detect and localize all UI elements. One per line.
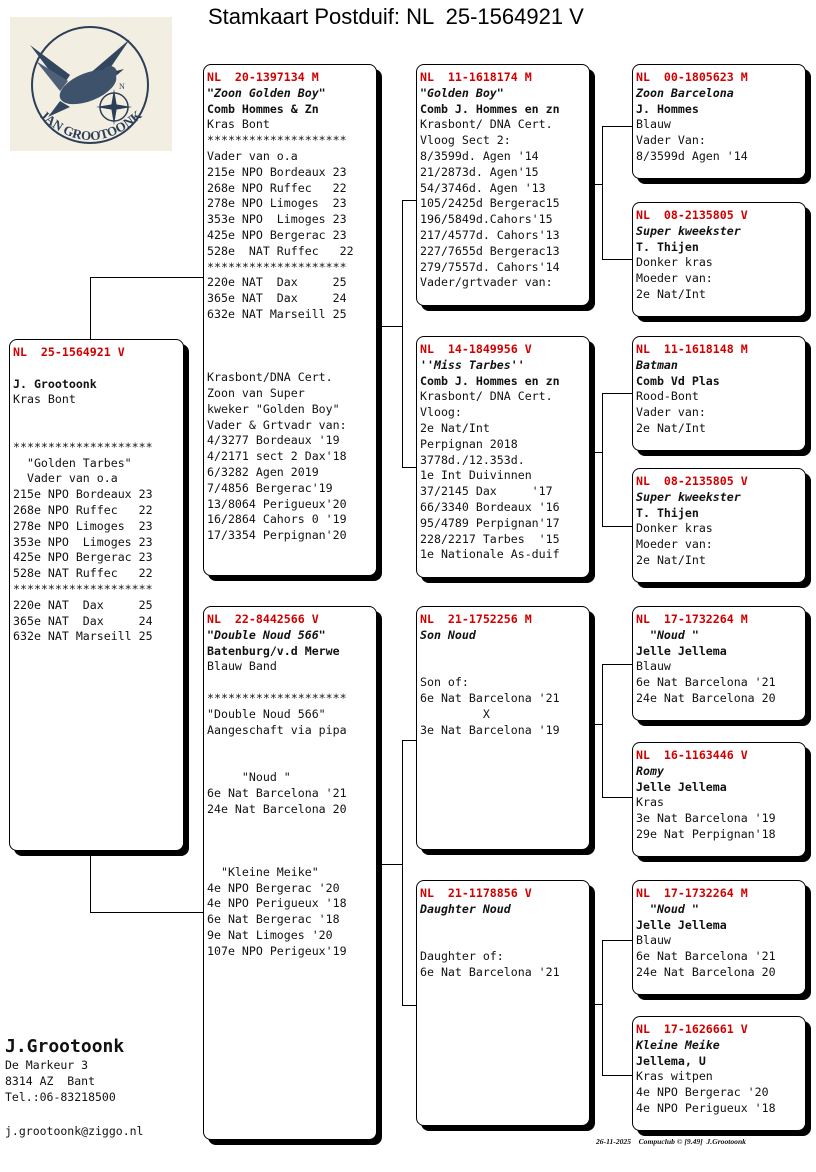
pedigree-line: 6e Nat Barcelona '21: [420, 964, 560, 979]
pedigree-line: 3e Nat Barcelona '19: [636, 811, 776, 826]
pedigree-line: 425e NPO Bergerac 23: [13, 550, 153, 565]
pedigree-line: [420, 918, 586, 934]
pedigree-line: Kras Bont: [207, 117, 270, 132]
pedigree-line: 278e NPO Limoges 23: [207, 196, 347, 211]
pedigree-line: 365e NAT Dax 24: [13, 613, 153, 628]
card-mmm: [632, 1016, 806, 1131]
pigeon-name: ''Miss Tarbes'': [420, 357, 525, 372]
card-mother-mother: [416, 880, 590, 1126]
logo: [10, 17, 172, 151]
pedigree-line: 2e Nat/Int: [636, 552, 706, 567]
pedigree-line: Perpignan 2018: [420, 436, 518, 451]
card-mfm: [632, 742, 806, 857]
ring-number: NL 17-1732264 M: [636, 612, 748, 626]
owner-name: J.Grootoonk: [5, 1036, 125, 1057]
pedigree-line: [207, 738, 373, 754]
pedigree-line: 8/3599d Agen '14: [636, 148, 748, 163]
page-title: Stamkaart Postduif: NL 25-1564921 V: [208, 4, 584, 29]
pedigree-line: 24e Nat Barcelona 20: [207, 801, 347, 816]
pedigree-line: 9e Nat Limoges '20: [207, 927, 333, 942]
pigeon-name: Super kweekster: [636, 223, 741, 238]
breeder-name: T. Thijen: [636, 239, 699, 254]
connector-subject-father: [90, 277, 205, 340]
card-fmm: [632, 468, 806, 583]
pedigree-line: Son of:: [420, 675, 469, 690]
pedigree-line: 2e Nat/Int: [636, 420, 706, 435]
pigeon-name: "Golden Boy": [420, 85, 504, 100]
pedigree-line: Vloog Sect 2:: [420, 133, 511, 148]
pedigree-line: "Noud ": [207, 769, 291, 784]
pedigree-line: Kras: [636, 795, 664, 810]
logo-text: JAN GROOTOONK: [37, 107, 145, 144]
card-subject: [9, 339, 184, 851]
pigeon-name: "Noud ": [636, 627, 699, 642]
pedigree-line: [13, 361, 180, 377]
card-fff: [632, 64, 806, 179]
pedigree-line: [207, 833, 373, 849]
pedigree-line: Vader van:: [636, 405, 706, 420]
logo-compass-letter: N: [119, 82, 125, 91]
ring-number: NL 16-1163446 V: [636, 748, 748, 762]
connector-father-grandparents: [402, 200, 417, 468]
pedigree-line: Vader van o.a: [13, 471, 118, 486]
pedigree-line: 217/4577d. Cahors'13: [420, 227, 560, 242]
connector-mother-grandparents-stem: [376, 864, 402, 865]
card-father-father: [416, 64, 590, 306]
pedigree-line: 6e Nat Barcelona '21: [207, 785, 347, 800]
pigeon-name: Zoon Barcelona: [636, 85, 734, 100]
card-father-mother: [416, 336, 590, 578]
pedigree-line: [13, 408, 180, 424]
pedigree-line: 4e NPO Perigueux '18: [207, 896, 347, 911]
pedigree-line: 528e NAT Ruffec 22: [207, 243, 354, 258]
pedigree-line: [207, 849, 373, 865]
pedigree-line: 3778d./12.353d.: [420, 452, 525, 467]
pedigree-line: 6/3282 Agen 2019: [207, 464, 319, 479]
breeder-name: Jelle Jellema: [636, 643, 727, 658]
breeder-name: Comb Vd Plas: [636, 373, 720, 388]
footer-info: 26-11-2025 Compuclub © [9.49] J.Grootoonk: [596, 1137, 746, 1146]
pedigree-line: [207, 354, 373, 370]
ring-number: NL 08-2135805 V: [636, 208, 748, 222]
pedigree-line: 54/3746d. Agen '13: [420, 180, 546, 195]
pedigree-line: 66/3340 Bordeaux '16: [420, 499, 560, 514]
pedigree-line: ********************: [13, 581, 153, 596]
pedigree-line: 227/7655d Bergerac13: [420, 243, 560, 258]
breeder-name: Jelle Jellema: [636, 917, 727, 932]
pedigree-line: 196/5849d.Cahors'15: [420, 212, 553, 227]
breeder-name: J. Hommes: [636, 101, 699, 116]
pedigree-line: Blauw: [636, 659, 671, 674]
pedigree-line: 1e Int Duivinnen: [420, 468, 532, 483]
pedigree-line: 6e Nat Barcelona '21: [636, 949, 776, 964]
pedigree-line: 3e Nat Barcelona '19: [420, 722, 560, 737]
pedigree-line: 353e NPO Limoges 23: [13, 534, 153, 549]
breeder-name: Jelle Jellema: [636, 779, 727, 794]
pedigree-line: Blauw Band: [207, 659, 277, 674]
pedigree-line: Aangeschaft via pipa: [207, 722, 347, 737]
pedigree-line: 268e NPO Ruffec 22: [207, 180, 347, 195]
pigeon-name: "Zoon Golden Boy": [207, 85, 326, 100]
pedigree-line: 2e Nat/Int: [420, 420, 490, 435]
pedigree-line: [207, 323, 373, 339]
breeder-name: Comb Hommes & Zn: [207, 101, 319, 116]
card-mff: [632, 606, 806, 721]
pedigree-line: 1e Nationale As-duif: [420, 547, 560, 562]
pedigree-line: [420, 644, 586, 660]
pedigree-line: Donker kras: [636, 521, 713, 536]
card-mother: [203, 606, 377, 1140]
ring-number: NL 11-1618174 M: [420, 70, 532, 84]
pedigree-line: Vader & Grtvadr van:: [207, 417, 347, 432]
pedigree-line: 365e NAT Dax 24: [207, 291, 347, 306]
pedigree-line: Moeder van:: [636, 537, 713, 552]
pedigree-line: 4/2171 sect 2 Dax'18: [207, 449, 347, 464]
pedigree-line: Vader van o.a: [207, 148, 298, 163]
pedigree-line: Vloog:: [420, 405, 462, 420]
owner-email: j.grootoonk@ziggo.nl: [5, 1124, 144, 1138]
connector-subject-mother: [90, 850, 205, 913]
breeder-name: Comb J. Hommes en zn: [420, 373, 560, 388]
ring-number: NL 25-1564921 V: [13, 345, 125, 359]
pedigree-line: Donker kras: [636, 255, 713, 270]
pedigree-line: 279/7557d. Cahors'14: [420, 259, 560, 274]
pedigree-line: 24e Nat Barcelona 20: [636, 690, 776, 705]
pedigree-line: Kras Bont: [13, 392, 76, 407]
pedigree-line: 215e NPO Bordeaux 23: [13, 487, 153, 502]
pedigree-line: ********************: [207, 690, 347, 705]
pedigree-line: [207, 339, 373, 355]
owner-phone: Tel.:06-83218500: [5, 1090, 116, 1104]
breeder-name: T. Thijen: [636, 505, 699, 520]
pedigree-line: Rood-Bont: [636, 389, 699, 404]
connector-fm-stem: [589, 452, 602, 453]
pedigree-line: Krasbont/ DNA Cert.: [420, 389, 553, 404]
pigeon-name: Son Noud: [420, 627, 476, 642]
pedigree-line: 353e NPO Limoges 23: [207, 212, 347, 227]
connector-ff-parents: [602, 126, 633, 260]
pigeon-name: "Noud ": [636, 901, 699, 916]
pedigree-line: 8/3599d. Agen '14: [420, 148, 539, 163]
breeder-name: Comb J. Hommes en zn: [420, 101, 560, 116]
connector-mother-grandparents: [402, 740, 417, 1006]
pedigree-line: 4e NPO Bergerac '20: [207, 880, 340, 895]
ring-number: NL 17-1626661 V: [636, 1022, 748, 1036]
pedigree-line: ********************: [207, 259, 347, 274]
owner-address-city: 8314 AZ Bant: [5, 1074, 96, 1088]
pedigree-line: 7/4856 Bergerac'19: [207, 480, 333, 495]
pigeon-name: Batman: [636, 357, 678, 372]
ring-number: NL 21-1178856 V: [420, 886, 532, 900]
pedigree-line: Blauw: [636, 117, 671, 132]
card-ffm: [632, 202, 806, 317]
pigeon-compass-icon: [10, 17, 172, 151]
connector-fm-parents: [602, 393, 633, 527]
pedigree-line: 29e Nat Perpignan'18: [636, 826, 776, 841]
pedigree-line: 632e NAT Marseill 25: [13, 629, 153, 644]
pedigree-line: 37/2145 Dax '17: [420, 484, 553, 499]
breeder-name: Jellema, U: [636, 1053, 706, 1068]
pedigree-line: 16/2864 Cahors 0 '19: [207, 512, 347, 527]
ring-number: NL 00-1805623 M: [636, 70, 748, 84]
pedigree-line: 6e Nat Bergerac '18: [207, 912, 340, 927]
card-father: [203, 64, 377, 576]
breeder-name: Batenburg/v.d Merwe: [207, 643, 340, 658]
pedigree-line: Blauw: [636, 933, 671, 948]
pedigree-line: Vader Van:: [636, 133, 706, 148]
pedigree-line: 17/3354 Perpignan'20: [207, 528, 347, 543]
pedigree-line: 4/3277 Bordeaux '19: [207, 433, 340, 448]
pedigree-line: 228/2217 Tarbes '15: [420, 531, 560, 546]
ring-number: NL 21-1752256 M: [420, 612, 532, 626]
pedigree-line: Daughter of:: [420, 949, 504, 964]
pedigree-line: [207, 675, 373, 691]
pedigree-line: X: [420, 706, 490, 721]
pedigree-line: 107e NPO Perigeux'19: [207, 943, 347, 958]
owner-address-street: De Markeur 3: [5, 1058, 89, 1072]
connector-mm-stem: [589, 1004, 602, 1005]
pedigree-line: 13/8064 Perigueux'20: [207, 496, 347, 511]
card-mmf: [632, 880, 806, 995]
pedigree-line: 425e NPO Bergerac 23: [207, 227, 347, 242]
pedigree-line: 215e NPO Bordeaux 23: [207, 164, 347, 179]
pedigree-line: 268e NPO Ruffec 22: [13, 502, 153, 517]
pedigree-line: 278e NPO Limoges 23: [13, 518, 153, 533]
pedigree-line: Moeder van:: [636, 271, 713, 286]
ring-number: NL 17-1732264 M: [636, 886, 748, 900]
ring-number: NL 11-1618148 M: [636, 342, 748, 356]
pedigree-line: "Kleine Meike": [207, 864, 319, 879]
breeder-name: J. Grootoonk: [13, 376, 97, 391]
pedigree-line: 6e Nat Barcelona '21: [636, 675, 776, 690]
pedigree-line: ********************: [13, 439, 153, 454]
ring-number: NL 14-1849956 V: [420, 342, 532, 356]
card-mother-father: [416, 606, 590, 850]
pedigree-line: 528e NAT Ruffec 22: [13, 566, 153, 581]
connector-ff-stem: [589, 184, 602, 185]
pedigree-line: Zoon van Super: [207, 385, 305, 400]
card-fmf: [632, 336, 806, 451]
pigeon-name: Daughter Noud: [420, 901, 511, 916]
pedigree-line: Krasbont/ DNA Cert.: [420, 117, 553, 132]
pedigree-line: Krasbont/DNA Cert.: [207, 370, 333, 385]
pedigree-line: [420, 659, 586, 675]
pedigree-line: kweker "Golden Boy": [207, 401, 340, 416]
pedigree-line: 632e NAT Marseill 25: [207, 306, 347, 321]
pedigree-line: 2e Nat/Int: [636, 286, 706, 301]
pedigree-line: ********************: [207, 133, 347, 148]
pedigree-line: 21/2873d. Agen'15: [420, 164, 539, 179]
connector-mf-parents: [602, 664, 633, 798]
pedigree-line: "Double Noud 566": [207, 706, 326, 721]
pigeon-name: Kleine Meike: [636, 1037, 720, 1052]
pedigree-line: [207, 754, 373, 770]
pedigree-line: [207, 817, 373, 833]
ring-number: NL 20-1397134 M: [207, 70, 319, 84]
pedigree-line: Vader/grtvader van:: [420, 275, 553, 290]
owner-block: [5, 1036, 124, 1105]
ring-number: NL 22-8442566 V: [207, 612, 319, 626]
pedigree-line: Kras witpen: [636, 1069, 713, 1084]
pedigree-line: [420, 933, 586, 949]
pedigree-line: [13, 424, 180, 440]
pedigree-line: 105/2425d Bergerac15: [420, 196, 560, 211]
ring-number: NL 08-2135805 V: [636, 474, 748, 488]
pigeon-name: "Double Noud 566": [207, 627, 326, 642]
connector-father-grandparents-stem: [376, 326, 402, 327]
pedigree-line: 220e NAT Dax 25: [207, 275, 347, 290]
pedigree-line: 4e NPO Bergerac '20: [636, 1085, 769, 1100]
pedigree-line: 220e NAT Dax 25: [13, 597, 153, 612]
pedigree-line: 24e Nat Barcelona 20: [636, 964, 776, 979]
pedigree-line: "Golden Tarbes": [13, 455, 132, 470]
pedigree-line: 6e Nat Barcelona '21: [420, 690, 560, 705]
pigeon-name: Romy: [636, 763, 664, 778]
pedigree-line: 4e NPO Perigueux '18: [636, 1100, 776, 1115]
pigeon-name: Super kweekster: [636, 489, 741, 504]
connector-mf-stem: [589, 724, 602, 725]
pedigree-line: 95/4789 Perpignan'17: [420, 515, 560, 530]
connector-mm-parents: [602, 940, 633, 1076]
